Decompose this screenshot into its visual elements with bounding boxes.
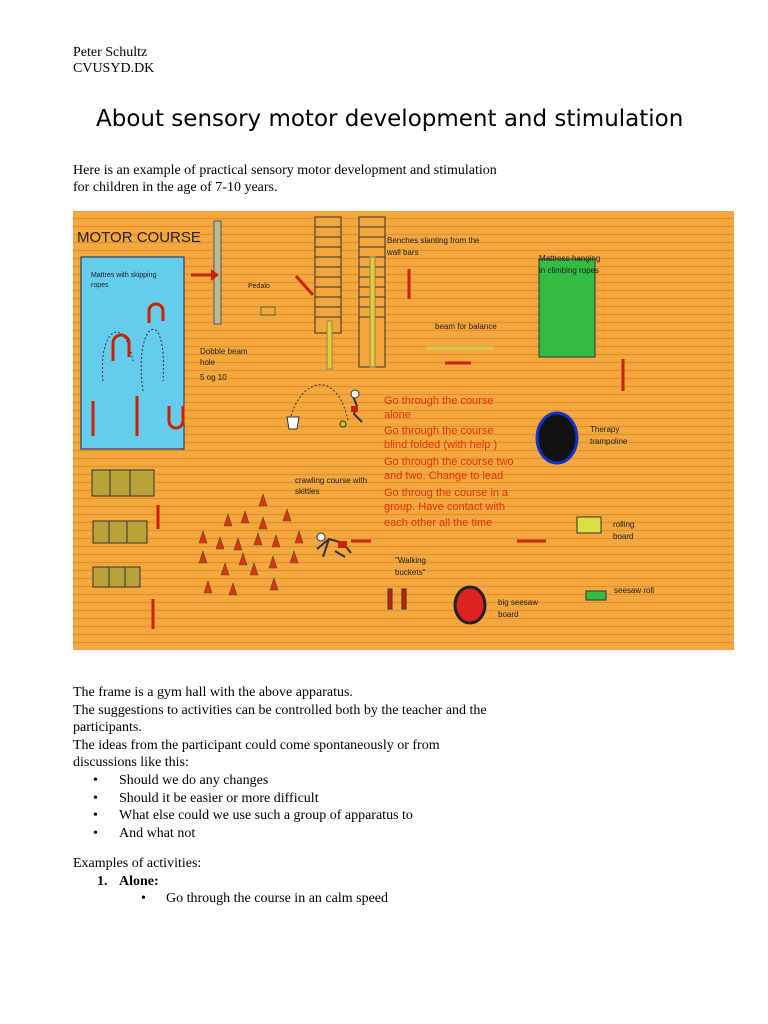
seesaw-roll	[586, 591, 606, 600]
crawling-label-2: skittles	[295, 487, 320, 496]
paragraph-3b: discussions like this:	[73, 755, 189, 771]
walking-buckets-label-2: buckets"	[395, 568, 426, 577]
balance-beam-label: beam for balance	[435, 322, 497, 331]
instruction-line: and two. Change to lead	[384, 470, 504, 482]
instruction-line: Go throug the course in a	[384, 487, 509, 499]
instruction-line: Go through the course	[384, 395, 494, 407]
pedalo-label: Pedalo	[248, 283, 270, 290]
seesaw-label-2: board	[498, 610, 519, 619]
rolling-board	[577, 517, 601, 533]
paragraph-2b: participants.	[73, 720, 142, 736]
intro-line-1: Here is an example of practical sensory motor development and stimulation	[73, 163, 497, 178]
paragraph-3a: The ideas from the participant could come spontaneously or from	[73, 737, 440, 753]
example-number: 1.	[97, 873, 108, 889]
example-item-1	[73, 873, 388, 891]
double-beam-label-3: 5 og 10	[200, 373, 227, 382]
mat-label-1: Mattres with skipping	[91, 272, 157, 279]
seesaw-roll-label: seesaw roll	[614, 586, 655, 595]
bucket	[287, 417, 299, 429]
hanging-mattress-label-2: in climbing ropes	[539, 266, 600, 275]
intro-paragraph	[73, 162, 593, 196]
trampoline-label-2: trampoline	[590, 437, 628, 446]
double-beam-label-2: hole	[200, 358, 216, 367]
rolling-label-1: rolling	[613, 520, 635, 529]
examples-section	[73, 855, 388, 908]
author-name: Peter Schultz	[73, 45, 148, 60]
figure-title: MOTOR COURSE	[77, 229, 201, 246]
seesaw-label-1: big seesaw	[498, 598, 539, 607]
body-text	[73, 684, 553, 842]
example-label: Alone:	[119, 873, 159, 889]
examples-heading: Examples of activities:	[73, 856, 202, 871]
list-item: • What else could we use such a group of apparatus to	[73, 807, 553, 825]
motor-course-figure	[73, 211, 734, 650]
hanging-mattress-label-1: Mattress hanging	[539, 254, 601, 263]
paragraph-1: The frame is a gym hall with the above apparatus.	[73, 685, 353, 700]
mat-label-2: ropes	[91, 282, 109, 289]
paragraph-2a: The suggestions to activities can be controlled both by the teacher and the	[73, 702, 487, 718]
crawling-label-1: crawling course with	[295, 476, 368, 485]
bench-2	[370, 257, 375, 367]
double-beam-label-1: Dobble beam	[200, 347, 248, 356]
benches-label-1: Benches slanting from the	[387, 236, 480, 245]
intro-line-2: for children in the age of 7-10 years.	[73, 180, 278, 195]
therapy-trampoline	[537, 413, 577, 463]
instruction-line: Go through the course two	[384, 456, 514, 468]
rolling-label-2: board	[613, 532, 634, 541]
ball	[340, 421, 346, 427]
discussion-list	[73, 772, 553, 842]
instruction-line: alone	[384, 409, 411, 421]
list-item: • Should it be easier or more difficult	[73, 790, 553, 808]
organization: CVUSYD.DK	[73, 61, 155, 76]
motor-course-diagram	[73, 211, 734, 650]
list-item: • And what not	[73, 825, 553, 843]
walking-buckets-label-1: "Walking	[395, 556, 426, 565]
example-sublist	[73, 890, 388, 908]
list-item: • Go through the course in an calm speed	[73, 890, 388, 908]
benches-label-2: wall bars	[387, 248, 419, 257]
instruction-line: group. Have contact with	[384, 501, 506, 513]
list-item: • Should we do any changes	[73, 772, 553, 790]
walking-bucket-1	[388, 589, 392, 609]
walking-bucket-2	[402, 589, 406, 609]
instruction-line: each other all the time	[384, 517, 493, 529]
bench-1	[327, 321, 332, 369]
instruction-line: Go through the course	[384, 425, 494, 437]
wall-bars-1	[315, 217, 341, 333]
page-title: About sensory motor development and stimulation	[96, 106, 684, 132]
instruction-line: blind folded (with help )	[384, 439, 498, 451]
trampoline-label-1: Therapy	[590, 425, 620, 434]
big-seesaw-board	[455, 587, 485, 623]
